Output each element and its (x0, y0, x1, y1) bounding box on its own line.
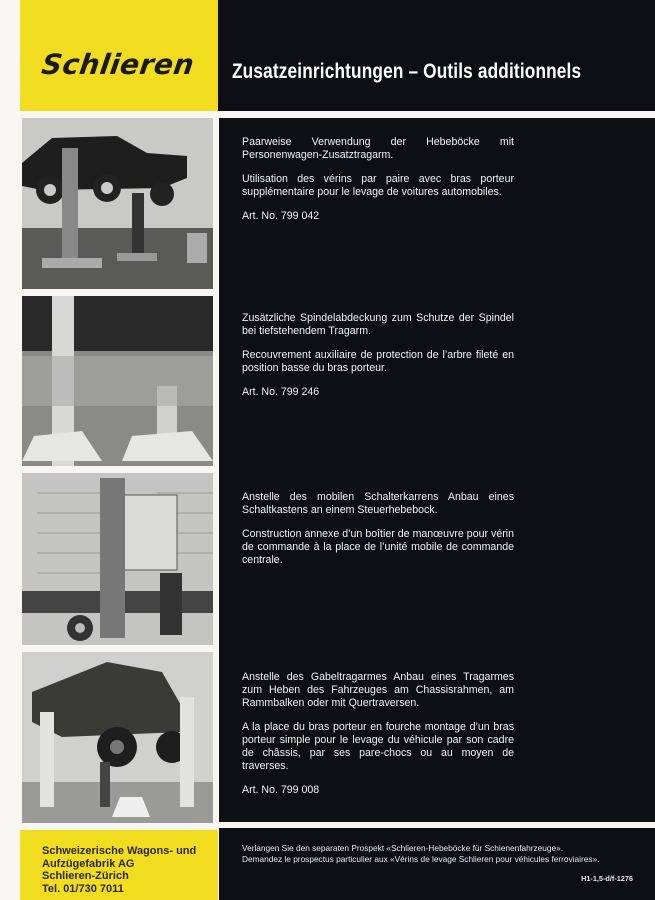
schlieren-logo (39, 48, 212, 88)
header-title-area (218, 0, 655, 111)
item-3-german-text: Anstelle des mobilen Schalterkarrens Anbau eines Schaltkastens an einem Steuerhebebock. (242, 491, 514, 516)
item-2-description (242, 312, 514, 410)
item-1-description (242, 136, 514, 234)
notice-french: Demandez le prospectus particulier aux «Vérins de levage Schlieren pour véhicules ferroviaires». (242, 853, 600, 864)
item-4-article-number: Art. No. 799 008 (242, 784, 320, 796)
prospectus-notice (242, 843, 599, 864)
item-4-french-text: A la place du bras porteur en fourche montage d’un bras porteur simple pour le levage du véhicule par son cadre de châssis, par ses pare-chocs ou au moyen de traverses. (242, 721, 514, 772)
company-name-line-1: Schweizerische Wagons- und (42, 845, 197, 857)
item-1-french-text: Utilisation des vérins par paire avec bras porteur supplémentaire pour le levage de voitures automobiles. (242, 173, 514, 198)
item-1-german-text: Paarweise Verwendung der Hebeböcke mit Personenwagen-Zusatztragarm. (242, 136, 514, 161)
spindle-cover-photo (22, 296, 213, 466)
item-1-article-number: Art. No. 799 042 (242, 210, 320, 222)
truck-on-lifting-jacks-photo (22, 652, 213, 823)
item-2-french-text: Recouvrement auxiliaire de protection de l’arbre fileté en position basse du bras porteur. (242, 349, 514, 374)
item-3-french-text: Construction annexe d’un boîtier de manœuvre pour vérin de commande à la place de l’unité mobile de commande centrale. (242, 528, 514, 566)
notice-german: Verlangen Sie den separaten Prospekt «Schlieren-Hebeböcke für Schienenfahrzeuge». (242, 843, 564, 853)
item-4-description (242, 671, 514, 808)
item-3-description (242, 491, 514, 578)
company-address (42, 845, 196, 895)
company-city: Schlieren-Zürich (42, 870, 129, 882)
company-name-line-2: Aufzügefabrik AG (42, 857, 135, 870)
company-phone: Tel. 01/730 7011 (42, 882, 124, 895)
control-box-photo (22, 473, 213, 645)
footer-notice-area (219, 828, 655, 900)
page-title: Zusatzeinrichtungen – Outils additionnels (232, 60, 582, 83)
logo-text: Schlieren (39, 48, 197, 81)
item-2-article-number: Art. No. 799 246 (242, 386, 320, 398)
item-4-german-text: Anstelle des Gabeltragarmes Anbau eines Tragarmes zum Heben des Fahrzeuges am Chassisrahmen, am Rammbalken oder mit Quertraversen. (242, 671, 514, 709)
car-on-lifting-jacks-photo (22, 118, 213, 289)
item-2-german-text: Zusätzliche Spindelabdeckung zum Schutze der Spindel bei tiefstehendem Tragarm. (242, 312, 514, 337)
print-code: H1-1,5-d/f-1276 (581, 874, 633, 883)
